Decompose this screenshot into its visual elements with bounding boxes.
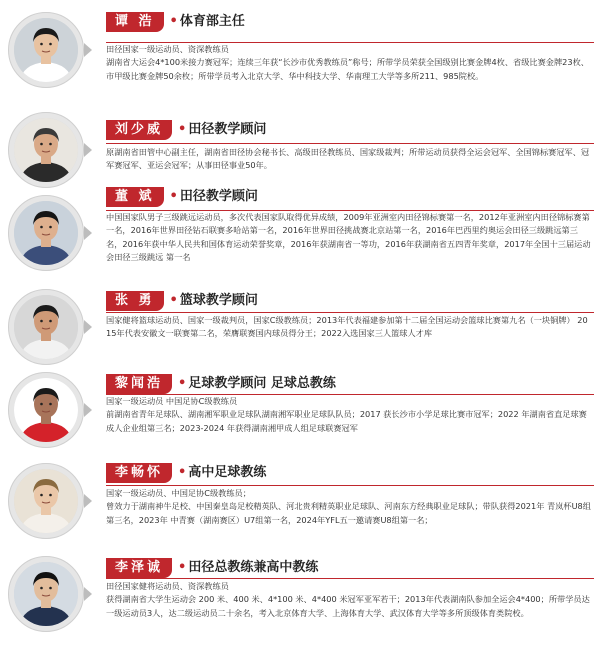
coach-bio	[106, 211, 592, 265]
divider	[106, 485, 594, 486]
coach-name: 刘少威	[106, 120, 172, 140]
bio-line: 中国国家队男子三级跳远运动员，多次代表国家队取得优异成绩，2009年亚洲室内田径锦标赛第一名，2012年亚洲室内田径锦标赛第一名，2016年世界田径钻石联赛多哈站第一名，2016年世界田径挑战赛北京站第一名，2016年巴西里约奥运会田径三级跳远第三名，2016年获中华人民共和国体育运动荣誉奖章，2016年获湖南省一等功，2016年获湖南省五四青年奖章，2017年全国十三届运动会田径三级跳远 第一名	[106, 212, 591, 263]
bio-line: 前湖南省青年足球队、湖南湘军职业足球队湖南湘军职业足球队队员；2017 获长沙市小学足球比赛市冠军；2022 年湖南省直足球赛成人企业组第三名；2023-2024 年获得湖南湘甲成人组足球联赛冠军	[106, 409, 587, 433]
coach-name: 李泽诚	[106, 558, 172, 578]
coach-bio	[106, 314, 592, 341]
bullet-dot-icon: •	[169, 14, 178, 29]
bio-line: 田径国家一级运动员、资深教练员	[106, 44, 229, 54]
pointer-arrow-icon	[84, 403, 92, 417]
divider	[106, 143, 594, 144]
pointer-arrow-icon	[84, 587, 92, 601]
bio-line: 国家一级运动员 中国足协C级教练员	[106, 396, 238, 406]
avatar-frame	[8, 556, 84, 632]
bullet-dot-icon: •	[178, 465, 187, 480]
avatar	[14, 378, 78, 442]
portrait-icon	[14, 378, 78, 442]
portrait-icon	[14, 118, 78, 182]
avatar	[14, 118, 78, 182]
coach-name: 张 勇	[106, 291, 164, 311]
avatar	[14, 469, 78, 533]
avatar	[14, 295, 78, 359]
pointer-arrow-icon	[84, 226, 92, 240]
bullet-dot-icon: •	[178, 122, 187, 137]
coach-role: • 田径教学顾问	[178, 122, 267, 137]
bio-line: 原湖南省田管中心副主任，湖南省田径协会秘书长、高级田径教练员、国家级裁判；所带运动员获得全运会冠军、全国锦标赛冠军、冠军赛冠军、亚运会冠军；从事田径事业50年。	[106, 147, 590, 171]
coach-role: • 田径总教练兼高中教练	[178, 560, 319, 575]
portrait-icon	[14, 18, 78, 82]
portrait-icon	[14, 562, 78, 626]
bio-line: 曾效力于湖南神牛足校、中国秦皇岛足校精英队、河北贵利精英职业足球队、河南东方经典职业足球队；带队获得2021年 青岚杯U8组第三名，2023年 中青赛（湖南赛区）U7组第一名，2024年YFL五一邀请赛U8组第一名；	[106, 501, 591, 525]
bio-line: 田径国家健将运动员、资深教练员	[106, 581, 229, 591]
avatar	[14, 18, 78, 82]
coach-name: 董 斌	[106, 187, 164, 207]
avatar-frame	[8, 463, 84, 539]
divider	[106, 312, 594, 313]
avatar	[14, 562, 78, 626]
bio-line: 国家一级运动员、中国足协C级教练员；	[106, 488, 251, 498]
bullet-dot-icon: •	[178, 376, 187, 391]
avatar-frame	[8, 12, 84, 88]
coach-role: • 田径教学顾问	[169, 189, 258, 204]
coach-name: 李畅怀	[106, 463, 172, 483]
coach-name: 谭 浩	[106, 12, 164, 32]
pointer-arrow-icon	[84, 43, 92, 57]
avatar-frame	[8, 195, 84, 271]
coach-bio	[106, 43, 592, 83]
pointer-arrow-icon	[84, 320, 92, 334]
divider	[106, 578, 594, 579]
coach-name: 黎闻浩	[106, 374, 172, 394]
coach-role: • 篮球教学顾问	[169, 293, 258, 308]
coach-role: • 体育部主任	[169, 14, 245, 29]
avatar-frame	[8, 372, 84, 448]
bullet-dot-icon: •	[169, 293, 178, 308]
pointer-arrow-icon	[84, 143, 92, 157]
bio-line: 获得湖南省大学生运动会 200 米、400 米、4*100 米、4*400 米冠军亚军若干；2013年代表湖南队参加全运会4*400；所带学员达一级运动员3人，达二级运动员二十余名，考入北京体育大学、上海体育大学、武汉体育大学等多所顶级体育类院校。	[106, 594, 590, 618]
coach-bio	[106, 395, 592, 435]
pointer-arrow-icon	[84, 494, 92, 508]
bullet-dot-icon: •	[178, 560, 187, 575]
bullet-dot-icon: •	[169, 189, 178, 204]
portrait-icon	[14, 295, 78, 359]
avatar	[14, 201, 78, 265]
coach-role: • 足球教学顾问 足球总教练	[178, 376, 336, 391]
coach-bio	[106, 487, 592, 527]
coach-role: • 高中足球教练	[178, 465, 267, 480]
coach-bio	[106, 580, 592, 620]
portrait-icon	[14, 469, 78, 533]
bio-line: 湖南省大运会4*100米接力赛冠军；连续三年获“长沙市优秀教练员”称号；所带学员荣获全国级别比赛金牌4枚、省级比赛金牌23枚、市甲级比赛金牌50余枚；所带学员考入北京大学、华中科技大学、华南理工大学等多所211、985院校。	[106, 57, 589, 81]
avatar-frame	[8, 112, 84, 188]
avatar-frame	[8, 289, 84, 365]
coach-bio	[106, 146, 592, 173]
bio-line: 国家健将篮球运动员、国家一级裁判员，国家C级教练员；2013年代表福建参加第十二届全国运动会篮球比赛第九名（一块铜牌） 2015年代表安徽文一联赛第二名，荣膺联赛国内球员得分王；2022入选国家三人篮球人才库	[106, 315, 588, 339]
portrait-icon	[14, 201, 78, 265]
